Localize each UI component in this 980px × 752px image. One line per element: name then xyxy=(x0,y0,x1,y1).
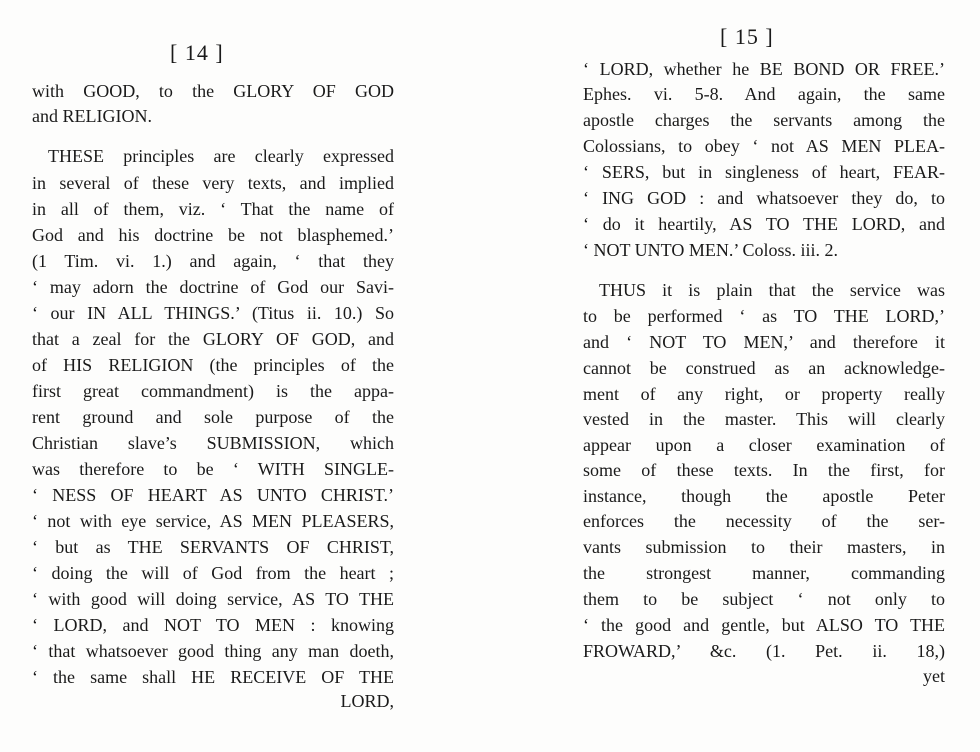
left-line-11: of HIS RELIGION (the principles of the xyxy=(32,355,394,375)
right-line-14: vested in the master. This will clearly xyxy=(583,409,945,429)
right-line-3: apostle charges the servants among the xyxy=(583,110,945,130)
right-line-6: ‘ ING GOD : and whatsoever they do, to xyxy=(583,188,945,208)
right-line-4: Colossians, to obey ‘ not AS MEN PLEA- xyxy=(583,136,945,156)
left-line-6: God and his doctrine be not blasphemed.’ xyxy=(32,225,394,245)
right-line-17: instance, though the apostle Peter xyxy=(583,486,945,506)
right-line-9: THUS it is plain that the service was xyxy=(599,280,945,300)
right-line-8: ‘ NOT UNTO MEN.’ Coloss. iii. 2. xyxy=(583,240,839,260)
right-line-21: them to be subject ‘ not only to xyxy=(583,589,945,609)
left-line-8: ‘ may adorn the doctrine of God our Savi- xyxy=(32,277,394,297)
right-line-16: some of these texts. In the first, for xyxy=(583,460,945,480)
left-line-14: Christian slave’s SUBMISSION, which xyxy=(32,433,394,453)
left-line-13: rent ground and sole purpose of the xyxy=(32,407,394,427)
left-line-1: with GOOD, to the GLORY OF GOD xyxy=(32,81,394,101)
left-page-number: [ 14 ] xyxy=(170,40,224,65)
left-line-15: was therefore to be ‘ WITH SINGLE- xyxy=(32,459,394,479)
right-line-5: ‘ SERS, but in singleness of heart, FEAR- xyxy=(583,162,945,182)
right-line-13: ment of any right, or property really xyxy=(583,384,945,404)
right-line-22: ‘ the good and gentle, but ALSO TO THE xyxy=(583,615,945,635)
left-line-16: ‘ NESS OF HEART AS UNTO CHRIST.’ xyxy=(32,485,394,505)
left-line-22: ‘ that whatsoever good thing any man doeth, xyxy=(32,641,394,661)
right-line-20: the strongest manner, commanding xyxy=(583,563,945,583)
right-line-11: and ‘ NOT TO MEN,’ and therefore it xyxy=(583,332,945,352)
left-line-10: that a zeal for the GLORY OF GOD, and xyxy=(32,329,394,349)
left-line-4: in several of these very texts, and implied xyxy=(32,173,394,193)
left-line-23: ‘ the same shall HE RECEIVE OF THE xyxy=(32,667,394,687)
left-line-7: (1 Tim. vi. 1.) and again, ‘ that they xyxy=(32,251,394,271)
right-catchword: yet xyxy=(923,666,945,686)
right-line-7: ‘ do it heartily, AS TO THE LORD, and xyxy=(583,214,945,234)
left-line-19: ‘ doing the will of God from the heart ; xyxy=(32,563,394,583)
left-line-21: ‘ LORD, and NOT TO MEN : knowing xyxy=(32,615,394,635)
right-line-15: appear upon a closer examination of xyxy=(583,435,945,455)
left-line-12: first great commandment) is the appa- xyxy=(32,381,394,401)
right-line-12: cannot be construed as an acknowledge- xyxy=(583,358,945,378)
left-line-20: ‘ with good will doing service, AS TO THE xyxy=(32,589,394,609)
left-line-2: and RELIGION. xyxy=(32,106,152,126)
left-line-3: THESE principles are clearly expressed xyxy=(48,146,394,166)
left-catchword: LORD, xyxy=(340,691,394,711)
right-line-23: FROWARD,’ &c. (1. Pet. ii. 18,) xyxy=(583,641,945,661)
left-line-9: ‘ our IN ALL THINGS.’ (Titus ii. 10.) So xyxy=(32,303,394,323)
right-line-18: enforces the necessity of the ser- xyxy=(583,511,945,531)
left-line-18: ‘ but as THE SERVANTS OF CHRIST, xyxy=(32,537,394,557)
left-line-5: in all of them, viz. ‘ That the name of xyxy=(32,199,394,219)
right-line-10: to be performed ‘ as TO THE LORD,’ xyxy=(583,306,945,326)
right-line-19: vants submission to their masters, in xyxy=(583,537,945,557)
left-line-17: ‘ not with eye service, AS MEN PLEASERS, xyxy=(32,511,394,531)
right-page-number: [ 15 ] xyxy=(720,24,774,49)
right-line-1: ‘ LORD, whether he BE BOND OR FREE.’ xyxy=(583,59,945,79)
right-line-2: Ephes. vi. 5-8. And again, the same xyxy=(583,84,945,104)
